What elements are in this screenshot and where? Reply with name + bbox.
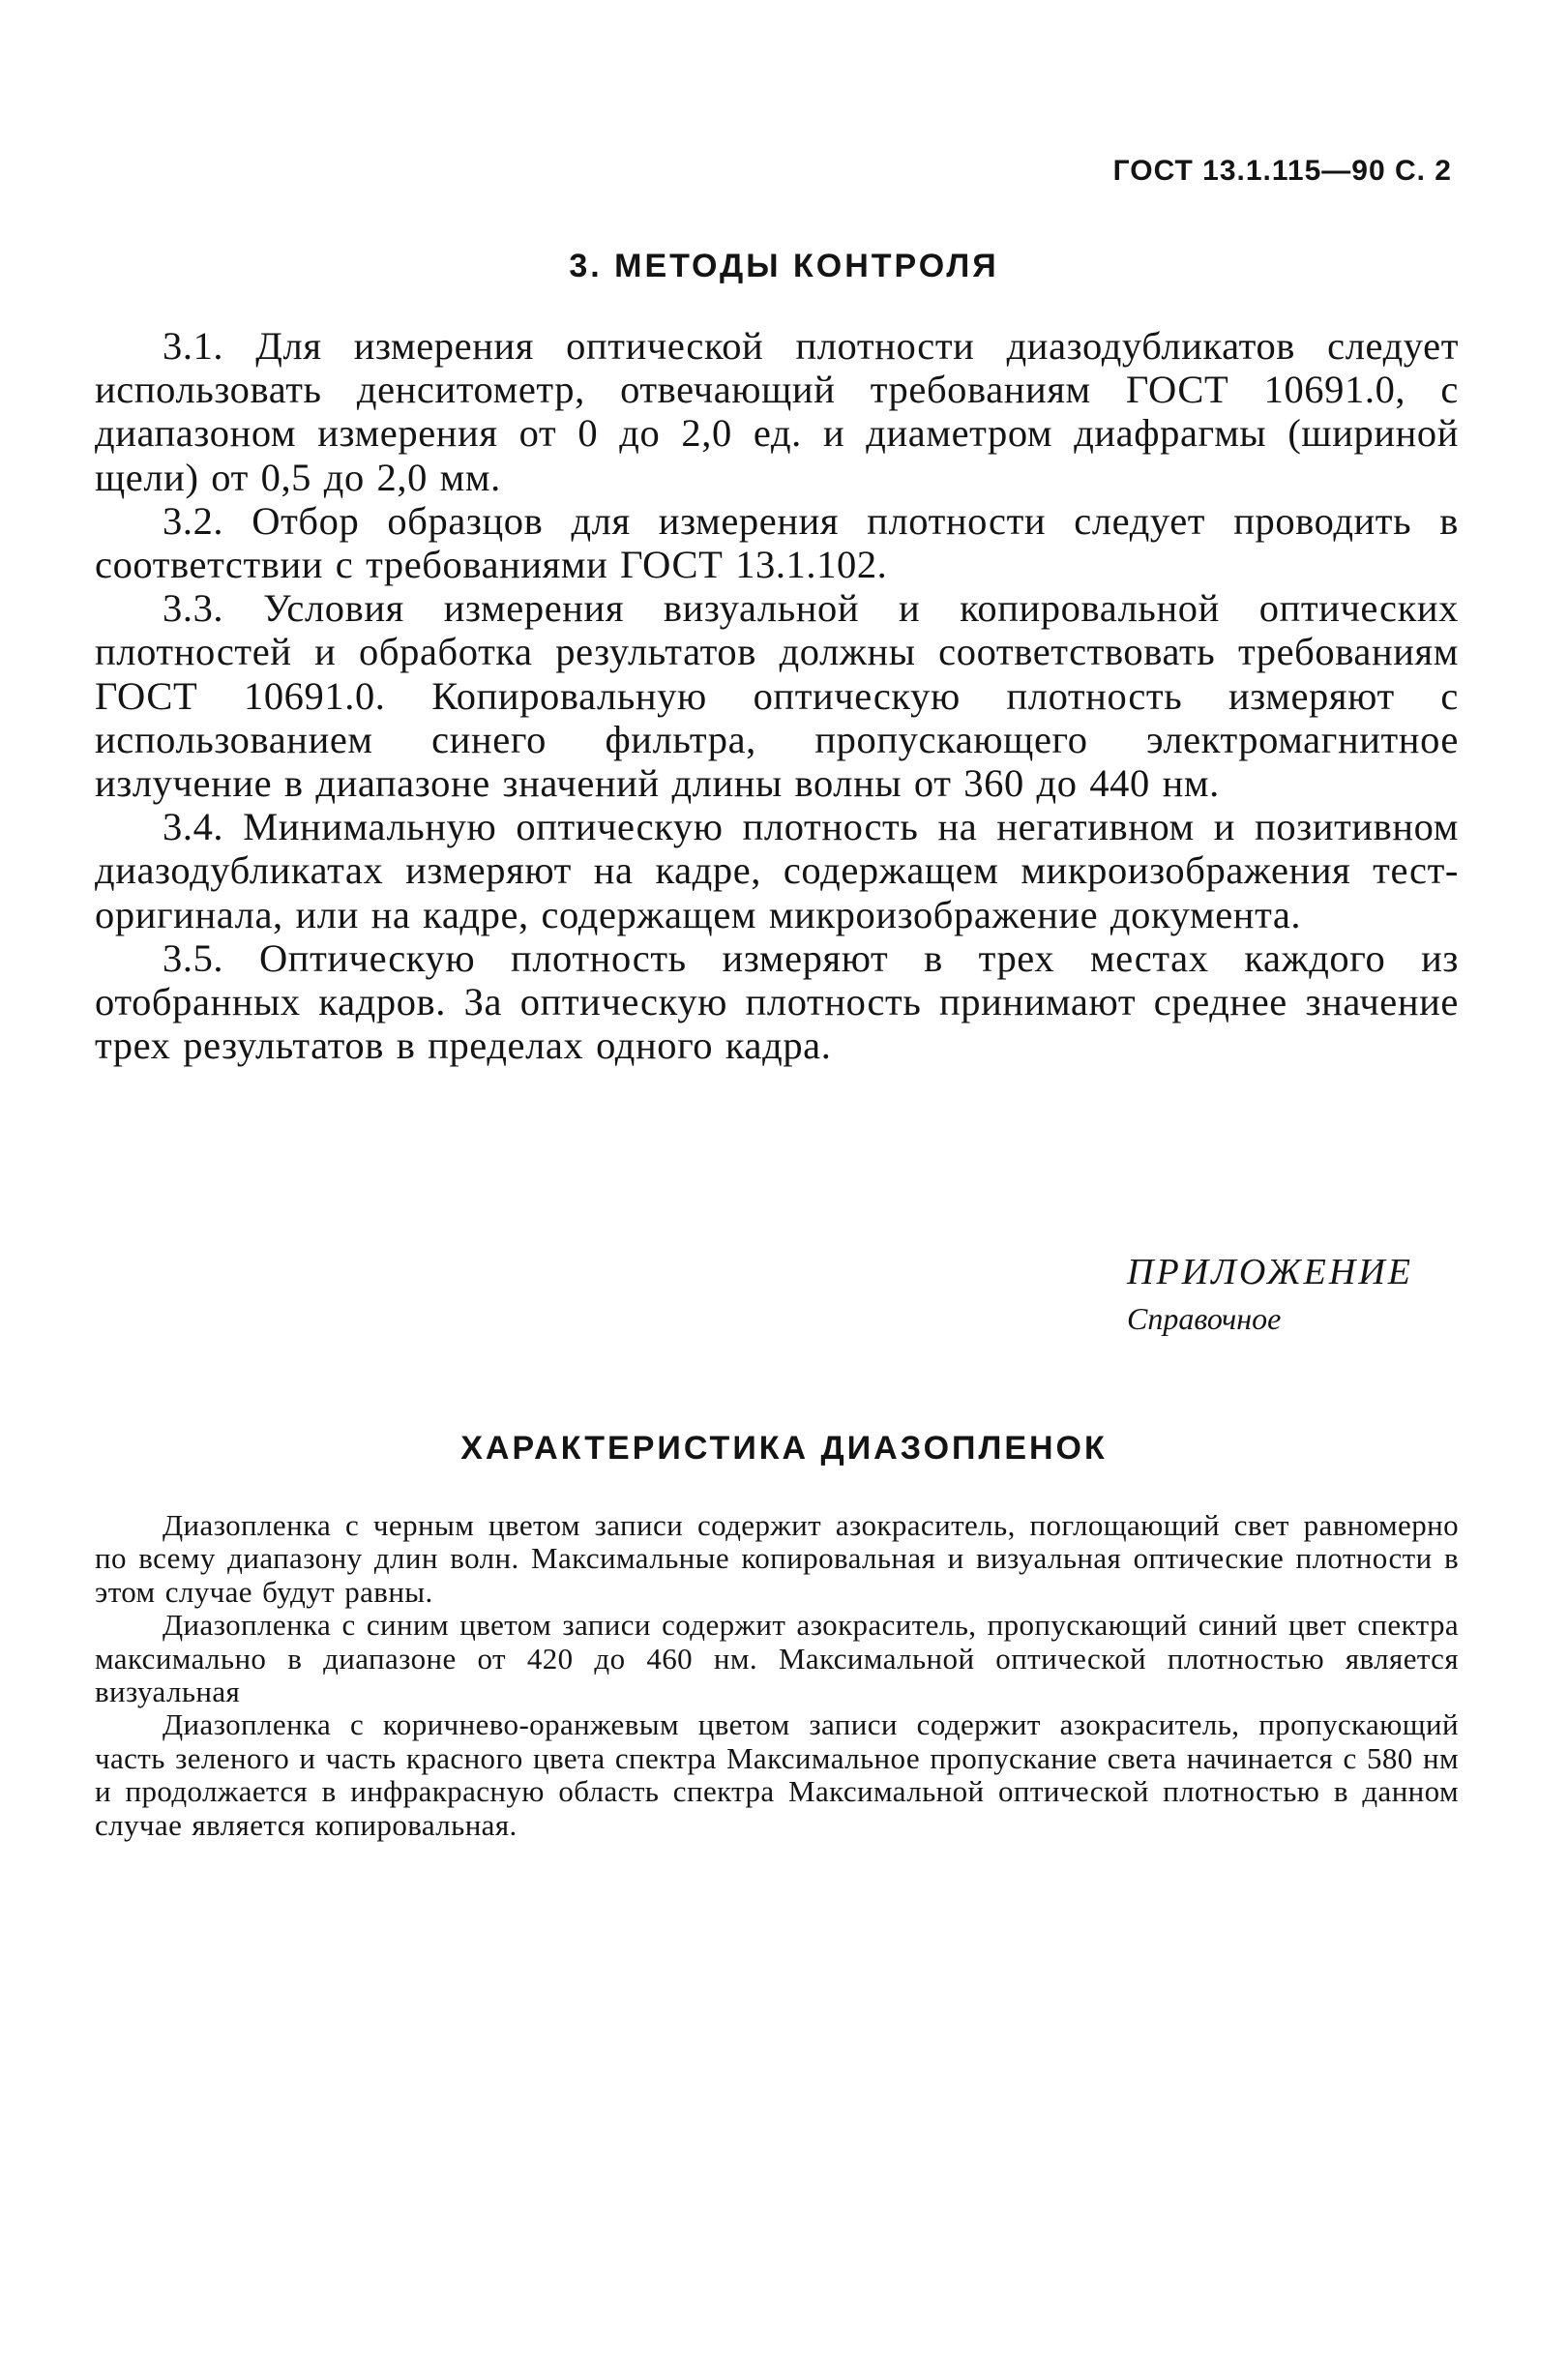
appendix-paragraph-black: Диазопленка с черным цветом записи содержит азокраситель, поглощающий свет равномерно по всему диапазону длин волн. Максимальные копировальная и визуальная оптические плотности в этом случае будут равны. <box>95 1508 1459 1609</box>
appendix-body <box>95 1509 1459 1842</box>
paragraph-3-3: 3.3. Условия измерения визуальной и копировальной оптических плотностей и обработка результатов должны соответствовать требованиям ГОСТ 10691.0. Копировальную оптическую плотность измеряют с использованием синего фильтра, пропускающего электромагнитное излучение в диапазоне значений длины волны от 360 до 440 нм. <box>95 586 1459 806</box>
section-title: 3. МЕТОДЫ КОНТРОЛЯ <box>569 248 999 284</box>
appendix-sublabel: Справочное <box>1127 1301 1282 1336</box>
appendix-title: ХАРАКТЕРИСТИКА ДИАЗОПЛЕНОК <box>460 1430 1108 1467</box>
appendix-label-block <box>1127 1248 1413 1341</box>
section-body <box>95 324 1459 1067</box>
document-header: ГОСТ 13.1.115—90 С. 2 <box>1112 155 1452 187</box>
appendix-paragraph-brown: Диазопленка с коричнево-оранжевым цветом записи содержит азокраситель, пропускающий часть зеленого и часть красного цвета спектра Максимальное пропускание света начинается с 580 нм и продолжается в инфракрасную область спектра Максимальной оптической плотностью в данном случае является копировальная. <box>95 1707 1459 1842</box>
paragraph-3-4: 3.4. Минимальную оптическую плотность на негативном и позитивном диазодубликатах измеряют на кадре, содержащем микроизображения тест-оригинала, или на кадре, содержащем микроизображение документа. <box>95 805 1459 936</box>
paragraph-3-5: 3.5. Оптическую плотность измеряют в трех местах каждого из отобранных кадров. За оптическую плотность принимают среднее значение трех результатов в пределах одного кадра. <box>95 935 1459 1068</box>
paragraph-3-1: 3.1. Для измерения оптической плотности диазодубликатов следует использовать денситометр, отвечающий требованиям ГОСТ 10691.0, с диапазоном измерения от 0 до 2,0 ед. и диаметром диафрагмы (шириной щели) от 0,5 до 2,0 мм. <box>95 324 1459 499</box>
appendix-paragraph-blue: Диазопленка с синим цветом записи содержит азокраситель, пропускающий синий цвет спектра максимально в диапазоне от 420 до 460 нм. Максимальной оптической плотностью является визуальная <box>95 1608 1459 1709</box>
paragraph-3-2: 3.2. Отбор образцов для измерения плотности следует проводить в соответствии с требованиями ГОСТ 13.1.102. <box>95 498 1459 587</box>
appendix-label: ПРИЛОЖЕНИЕ <box>1127 1252 1413 1292</box>
